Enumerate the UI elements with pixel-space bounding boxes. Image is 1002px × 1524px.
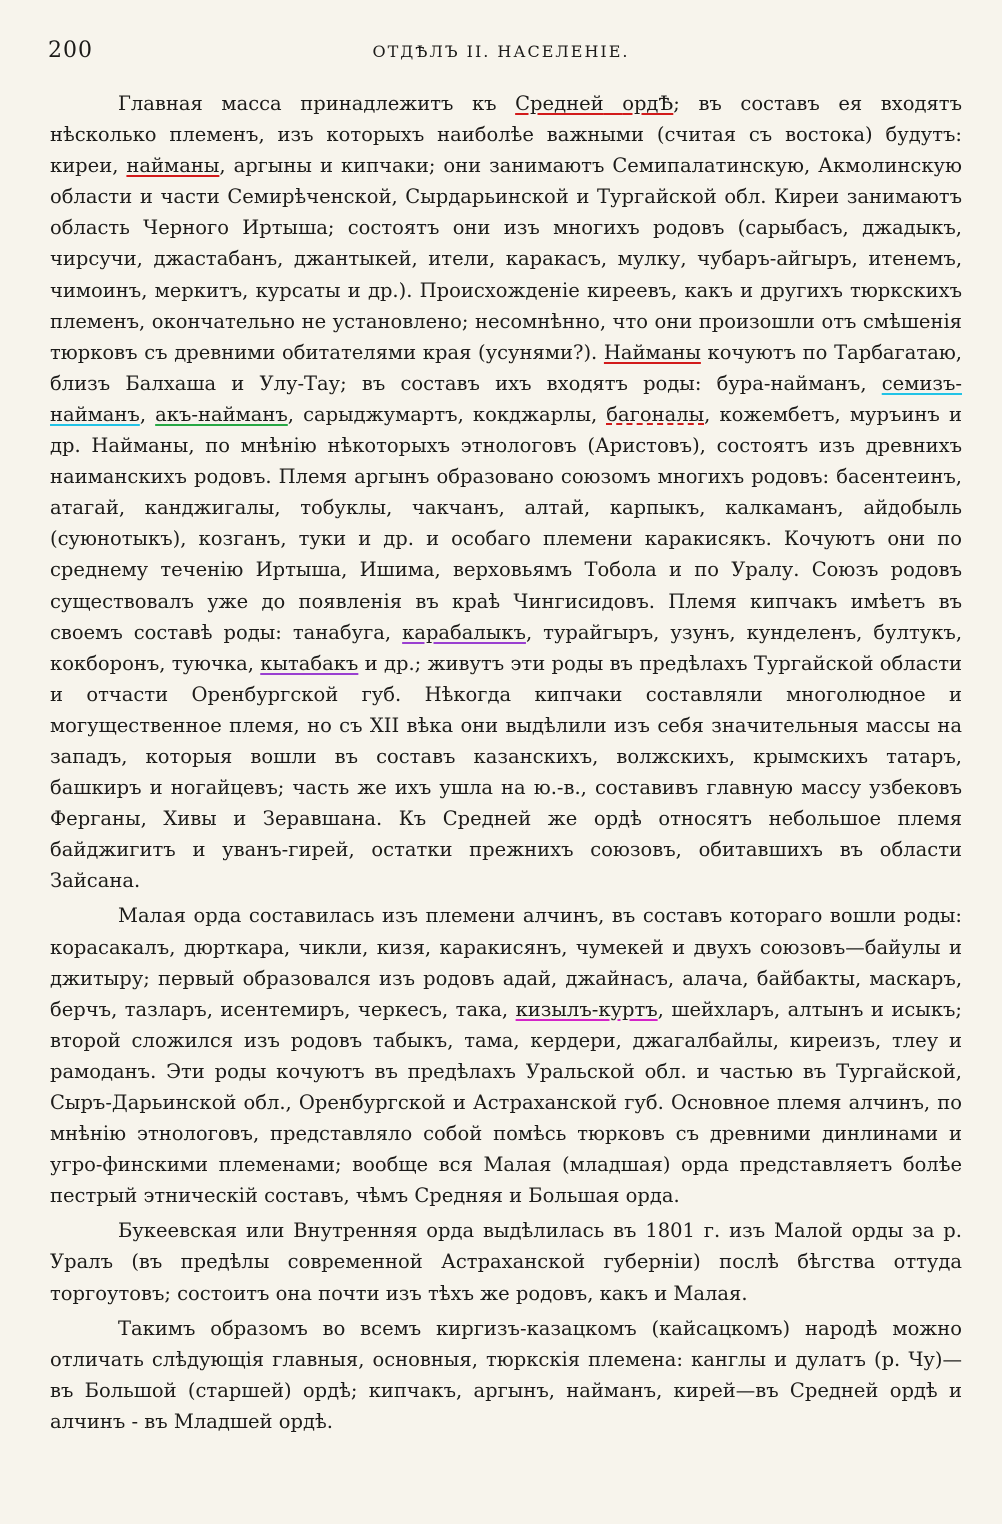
- text-run-styled: мулку: [617, 247, 681, 271]
- text-run: ,: [699, 496, 726, 520]
- text-run: ,: [112, 154, 127, 178]
- text-run: ,: [274, 496, 301, 520]
- text-run: орда составилась изъ племени: [185, 904, 523, 928]
- text-run-styled: калкаманъ: [725, 496, 838, 520]
- text-run: ,: [489, 247, 506, 271]
- text-run: ,: [118, 496, 145, 520]
- text-run: ),: [172, 527, 199, 551]
- text-run-styled: алчинъ: [50, 1409, 126, 1433]
- text-run-styled: рамоданъ: [50, 1059, 151, 1083]
- paragraph-bukey-horde: [50, 1215, 962, 1308]
- text-run-styled: найманы: [126, 154, 220, 178]
- text-run-styled: кокджарлы: [472, 402, 591, 426]
- text-run: ,: [834, 402, 850, 426]
- text-run-styled: карабалыкъ: [402, 620, 526, 644]
- paragraph-middle-horde: [50, 88, 962, 896]
- text-run-styled: итенемъ: [868, 247, 956, 271]
- text-run: и: [938, 1028, 962, 1052]
- text-run-styled: кердери: [530, 1028, 616, 1052]
- text-run-styled: кизя: [376, 935, 425, 959]
- text-run-styled: каракисякъ: [644, 527, 766, 551]
- text-run: ,: [667, 966, 683, 990]
- text-run: ,: [169, 935, 184, 959]
- text-run: ,: [704, 402, 720, 426]
- text-run-styled: джадыкъ: [862, 216, 956, 240]
- text-run: . Эти роды кочуютъ въ предѣлахъ Уральской обл. и частью въ Тургайской, Сыръ-Дарьинской обл., Оренбургской и Астраханской губ. Основное племя: [50, 1059, 962, 1114]
- text-run-styled: Ишима: [359, 558, 435, 582]
- text-run: ,: [583, 496, 610, 520]
- text-run-styled: черкесъ: [357, 997, 442, 1021]
- text-run: ,: [457, 402, 473, 426]
- text-run-styled: ордѢ: [622, 92, 674, 115]
- text-run: ,: [729, 620, 747, 644]
- text-run: ,: [656, 1378, 674, 1402]
- text-run: кочуютъ по: [700, 340, 835, 364]
- text-run: или: [237, 1219, 294, 1243]
- text-run: ,: [513, 1028, 531, 1052]
- text-run-styled: киреи: [50, 154, 113, 178]
- text-run-styled: Внутренняя: [293, 1219, 418, 1243]
- text-run-styled: Найманы: [603, 340, 701, 364]
- text-run-styled: Тобола: [584, 558, 657, 582]
- text-run: ,: [955, 247, 963, 271]
- text-run: ,: [139, 402, 156, 426]
- paragraph-little-horde: [50, 900, 962, 1211]
- text-run-styled: тобуклы: [300, 496, 387, 520]
- text-run-styled: бултукъ: [873, 620, 956, 644]
- text-run-styled: кизылъ-куртъ: [515, 997, 658, 1021]
- text-run-styled: джайнасъ: [565, 966, 668, 990]
- text-run: и: [940, 935, 962, 959]
- text-run: —въ Средней ордѣ и: [735, 1378, 962, 1402]
- text-run-styled: аргынъ: [354, 465, 430, 489]
- text-run-styled: ители: [428, 247, 490, 271]
- text-run-styled: кирей: [673, 1378, 736, 1402]
- text-run-styled: шейхларъ: [671, 997, 774, 1021]
- text-run-styled: исыкъ: [891, 997, 956, 1021]
- text-run-styled: Улу-Тау: [259, 371, 341, 395]
- text-run: ,: [837, 496, 864, 520]
- text-run: ,: [498, 496, 525, 520]
- text-run: ,: [773, 997, 788, 1021]
- text-run: ,: [561, 935, 576, 959]
- text-run-styled: джитыру: [50, 966, 144, 990]
- text-run: ,: [955, 620, 963, 644]
- text-run-styled: кипчакъ: [368, 1378, 457, 1402]
- text-run: ,: [341, 558, 360, 582]
- text-run: ,: [456, 1378, 474, 1402]
- text-run-styled: тлеу: [891, 1028, 939, 1052]
- body-text: [50, 88, 962, 1437]
- text-run-styled: джагалбайлы: [632, 1028, 773, 1052]
- text-run-styled: алача: [682, 966, 743, 990]
- text-run: ,: [219, 154, 234, 178]
- text-run-styled: сарыбасъ: [745, 216, 843, 240]
- text-run-styled: кытабакъ: [260, 651, 359, 675]
- text-run: ,: [284, 935, 299, 959]
- text-run: имѣетъ въ своемъ составѣ роды:: [50, 589, 962, 644]
- text-run-styled: байбакты: [756, 966, 856, 990]
- text-run: , остатки прежнихъ союзовъ, обитавшихъ въ области Зайсана.: [50, 838, 962, 893]
- text-run-styled: кокборонъ: [50, 651, 160, 675]
- text-run: и: [311, 154, 341, 178]
- text-run: ; второй сложился изъ родовъ: [50, 997, 962, 1052]
- text-run-styled: Тарбагатаю: [834, 340, 956, 364]
- text-run-styled: атагай: [50, 496, 119, 520]
- text-run-styled: чумекей: [575, 935, 664, 959]
- text-run: ,: [384, 620, 403, 644]
- text-run-styled: алчинъ: [522, 904, 599, 928]
- text-run: ,: [615, 1028, 633, 1052]
- text-run-styled: киреизъ: [789, 1028, 875, 1052]
- text-run-styled: чикли: [298, 935, 363, 959]
- text-run-styled: тама: [464, 1028, 514, 1052]
- text-run-styled: туючка: [171, 651, 248, 675]
- text-run: ,: [860, 371, 882, 395]
- text-run: ,: [525, 620, 544, 644]
- text-run: , по мнѣнію этнологовъ, представляло собой помѣсь тюрковъ съ древними динлинами и угро-финскими племенами; вообще вся Малая (младшая) орда представляетъ болѣе пестрый этническій составъ, чѣмъ Средняя и Большая орда.: [50, 1091, 962, 1208]
- text-run-styled: басентеинъ: [836, 465, 956, 489]
- text-run: ; первый образовался изъ родовъ: [143, 966, 503, 990]
- text-run-styled: чимоинъ: [50, 278, 142, 302]
- text-run: ,: [242, 278, 256, 302]
- text-run-styled: акъ-найманъ: [155, 402, 288, 426]
- text-run-styled: меркитъ: [154, 278, 243, 302]
- page-header: [48, 38, 954, 68]
- text-run: ,: [680, 247, 698, 271]
- text-run: орда выдѣлилась въ 1801 г. изъ Малой орды за р. Уралъ (въ предѣлы современной Астраханской губерніи) послѣ бѣгства оттуда торгоутовъ; состоитъ она почти изъ тѣхъ же родовъ, какъ и Малая.: [50, 1219, 962, 1305]
- text-run: ,: [159, 651, 172, 675]
- text-run-styled: адай: [502, 966, 551, 990]
- text-run-styled: муръинъ: [849, 402, 940, 426]
- text-run-styled: байулы: [864, 935, 941, 959]
- text-run-styled: бура-найманъ: [716, 371, 861, 395]
- text-run: , въ составъ котораго вошли роды:: [598, 904, 962, 928]
- text-run: ,: [111, 997, 125, 1021]
- text-run-styled: алчинъ: [848, 1091, 924, 1114]
- text-run-styled: дюрткара: [183, 935, 285, 959]
- text-run-styled: алтынъ: [787, 997, 864, 1021]
- text-run: ,: [136, 247, 154, 271]
- text-run: ,: [141, 278, 155, 302]
- text-run: они занимаютъ Семипалатинскую, Акмолинскую области и части Семирѣченской, Сырдарьинской и Тургайской обл. Киреи занимаютъ область: [50, 154, 962, 240]
- text-run: и: [863, 997, 892, 1021]
- text-run: ,: [742, 966, 757, 990]
- text-run: ,: [344, 997, 358, 1021]
- text-run-styled: Средней: [515, 92, 604, 115]
- text-run-styled: канглы: [691, 1347, 767, 1371]
- text-run-styled: Балхаша: [125, 371, 217, 395]
- text-run-styled: Малая: [118, 904, 186, 928]
- text-run: - въ Младшей ордѣ.: [125, 1409, 333, 1433]
- text-run: ,: [600, 247, 618, 271]
- text-run: ,: [277, 247, 294, 271]
- text-run: ,: [955, 465, 962, 489]
- text-run: ,: [287, 402, 304, 426]
- text-run-styled: чирсучи: [50, 247, 137, 271]
- text-run: и др.; живутъ эти роды въ предѣлахъ Тургайской области и отчасти Оренбургской губ. Нѣкогда кипчаки составляли многолюдное и могущественное племя, но съ XII вѣка они выдѣлили изъ себя значительныя массы на западъ, которыя вошли въ составъ казанскихъ, волжскихъ, крымскихъ татаръ, башкиръ и ногайцевъ; часть же ихъ ушла на ю.-в., составивъ главную массу узбековъ Ферганы, Хивы и Зеравшана. Къ Средней же ордѣ относятъ небольшое племя: [50, 651, 962, 831]
- text-run: ,: [447, 1028, 465, 1052]
- text-run-styled: уванъ-гирей: [222, 838, 349, 862]
- text-run-styled: табыкъ: [372, 1028, 448, 1052]
- text-run-styled: козганъ: [198, 527, 281, 551]
- text-run: , близъ: [50, 340, 962, 395]
- text-run-styled: кожембетъ: [719, 402, 835, 426]
- text-run: ,: [955, 966, 963, 990]
- page-number: 200: [48, 38, 93, 63]
- text-run-styled: багоналы: [606, 402, 705, 426]
- text-run: (: [50, 527, 58, 551]
- text-run-styled: узунъ: [670, 620, 730, 644]
- text-run: ; состоятъ они изъ многихъ родовъ (: [327, 216, 746, 240]
- text-run-styled: тазларъ: [124, 997, 207, 1021]
- text-run: и двухъ союзовъ—: [663, 935, 865, 959]
- text-run-styled: чубаръ-айгыръ: [697, 247, 852, 271]
- text-run-styled: аргыны: [233, 154, 312, 178]
- text-run-styled: карпыкъ: [609, 496, 700, 520]
- text-run-styled: танабуга: [292, 620, 385, 644]
- text-run: ; въ составъ ихъ входятъ роды:: [340, 371, 717, 395]
- text-run: , верховьямъ: [434, 558, 585, 582]
- text-run: и: [216, 371, 260, 395]
- text-run: ,: [657, 997, 672, 1021]
- text-run: ,: [362, 935, 377, 959]
- text-run-styled: берчъ: [50, 997, 112, 1021]
- text-run: ,: [590, 402, 607, 426]
- text-run: ,: [206, 997, 221, 1021]
- text-run: и др. Найманы, по мнѣнію нѣкоторыхъ этнологовъ (Аристовъ), состоятъ изъ древнихъ наиманскихъ родовъ. Племя: [50, 402, 962, 489]
- text-run-styled: [604, 92, 623, 115]
- text-run: и др.). Происхожденіе киреевъ, какъ и другихъ тюркскихъ племенъ, окончательно не установлено; несомнѣнно, что они произошли отъ смѣшенія тюрковъ съ древними обитателями края (усунями?).: [50, 278, 962, 364]
- text-run-styled: дулатъ: [795, 1347, 866, 1371]
- text-run-styled: сарыджумартъ: [303, 402, 458, 426]
- text-run-styled: найманъ: [566, 1378, 657, 1402]
- text-run: ; въ составъ ея входятъ нѣсколько племенъ, изъ которыхъ наиболѣе важными (считая съ востока) будутъ:: [50, 92, 962, 147]
- text-run-styled: Уралу: [731, 558, 794, 582]
- text-run: и по: [656, 558, 732, 582]
- text-run-styled: Иртыша: [255, 558, 342, 582]
- text-run-styled: Черного Иртыша: [143, 216, 328, 240]
- text-run-styled: алтай: [524, 496, 584, 520]
- text-run: и др. и особаго племени: [346, 527, 645, 551]
- text-run-styled: джантыкей: [293, 247, 412, 271]
- text-run-styled: турайгыръ: [543, 620, 654, 644]
- text-run: . Союзъ родовъ существовалъ уже до появленія въ краѣ Чингисидовъ. Племя: [50, 558, 962, 613]
- text-run-styled: туки: [298, 527, 347, 551]
- text-run: ,: [653, 620, 671, 644]
- text-run-styled: корасакалъ: [50, 935, 170, 959]
- text-run-styled: джастабанъ: [153, 247, 278, 271]
- text-run: ,: [955, 216, 962, 240]
- text-run: ,: [842, 216, 863, 240]
- text-run-styled: чакчанъ: [411, 496, 499, 520]
- text-run: ,: [874, 1028, 892, 1052]
- text-run: . Кочуютъ они по среднему теченію: [50, 527, 962, 582]
- text-run: ,: [856, 620, 874, 644]
- text-run-styled: кипчаки;: [340, 154, 436, 178]
- text-run-styled: семизъ-найманъ: [50, 371, 962, 426]
- text-run-styled: каракисянъ: [439, 935, 562, 959]
- text-run: образовано союзомъ многихъ родовъ:: [429, 465, 837, 489]
- text-run: ,: [550, 966, 566, 990]
- text-run-styled: кунделенъ: [746, 620, 857, 644]
- text-run-styled: суюнотыкъ: [57, 527, 173, 551]
- text-run: ,: [501, 997, 516, 1021]
- text-run-styled: кипчакъ: [750, 589, 838, 613]
- text-run: ,: [247, 651, 261, 675]
- text-run-styled: Букеевская: [118, 1219, 238, 1243]
- text-run-styled: курсаты: [255, 278, 341, 302]
- text-run-styled: аргынъ: [473, 1378, 549, 1402]
- text-run: ,: [851, 247, 869, 271]
- text-run: ,: [411, 247, 429, 271]
- paragraph-summary: [50, 1313, 962, 1437]
- text-run-styled: айдобыль: [863, 496, 962, 520]
- text-run-styled: така: [455, 997, 502, 1021]
- running-head: ОТДѢЛЪ II. НАСЕЛЕНIЕ.: [372, 42, 630, 61]
- text-run: ,: [424, 935, 440, 959]
- text-run: ,: [441, 997, 456, 1021]
- text-run-styled: канджигалы: [144, 496, 275, 520]
- text-run: ,: [855, 966, 870, 990]
- text-run: ,: [772, 1028, 790, 1052]
- text-run-styled: маскаръ: [869, 966, 956, 990]
- text-run-styled: байджигитъ: [50, 838, 176, 862]
- text-run: Такимъ образомъ во всемъ киргизъ-казацкомъ (кайсацкомъ) народѣ можно отличать слѣдующія главныя, основныя, тюркскія племена:: [50, 1316, 962, 1371]
- text-run: (р. Чу)—въ Большой (старшей) ордѣ;: [50, 1347, 962, 1402]
- text-run: и: [766, 1347, 796, 1371]
- text-run: и: [175, 838, 223, 862]
- text-run: ,: [548, 1378, 567, 1402]
- text-run-styled: исентемиръ: [220, 997, 345, 1021]
- text-run-styled: каракасъ: [505, 247, 601, 271]
- text-run: ,: [386, 496, 412, 520]
- text-run: Главная масса принадлежитъ къ: [118, 92, 516, 115]
- text-run: ,: [280, 527, 299, 551]
